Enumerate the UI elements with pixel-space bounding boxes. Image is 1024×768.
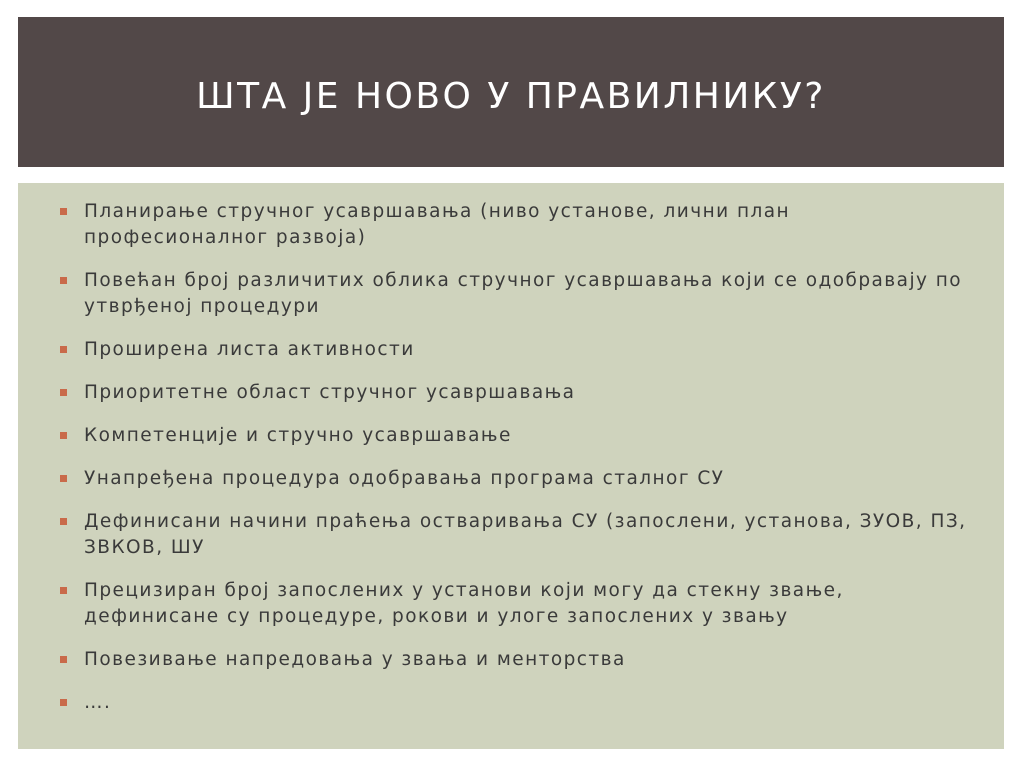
- square-bullet-icon: [60, 699, 67, 706]
- bullet-text: Повезивање напредовања у звања и менторства: [84, 649, 626, 670]
- square-bullet-icon: [60, 656, 67, 663]
- square-bullet-icon: [60, 208, 67, 215]
- square-bullet-icon: [60, 432, 67, 439]
- slide-title: ШТА ЈЕ НОВО У ПРАВИЛНИКУ?: [196, 75, 826, 117]
- content-panel: [18, 183, 1004, 749]
- bullet-item: [58, 647, 978, 673]
- bullet-item: [58, 199, 978, 251]
- title-bar: [18, 17, 1004, 167]
- bullet-text: Прецизиран број запослених у установи који могу да стекну звање, дефинисане су процедуре, рокови и улоге запослених у звању: [84, 580, 844, 627]
- bullet-list: [58, 199, 978, 733]
- bullet-item: [58, 466, 978, 492]
- bullet-item: [58, 380, 978, 406]
- square-bullet-icon: [60, 389, 67, 396]
- bullet-text: Унапређена процедура одобравања програма сталног СУ: [84, 468, 725, 489]
- bullet-item: [58, 423, 978, 449]
- bullet-text: Приоритетне област стручног усавршавања: [84, 382, 576, 403]
- bullet-item: [58, 578, 978, 630]
- square-bullet-icon: [60, 475, 67, 482]
- bullet-item: [58, 337, 978, 363]
- bullet-text: Компетенције и стручно усавршавање: [84, 425, 512, 446]
- square-bullet-icon: [60, 277, 67, 284]
- bullet-text: ….: [84, 692, 112, 713]
- bullet-text: Планирање стручног усавршавања (ниво установе, лични план професионалног развоја): [84, 201, 791, 248]
- square-bullet-icon: [60, 587, 67, 594]
- bullet-text: Повећан број различитих облика стручног усавршавања који се одобравају по утврђеној процедури: [84, 270, 963, 317]
- bullet-item: [58, 690, 978, 716]
- square-bullet-icon: [60, 346, 67, 353]
- bullet-text: Дефинисани начини праћења остваривања СУ (запослени, установа, ЗУОВ, ПЗ, ЗВКОВ, ШУ: [84, 511, 967, 558]
- bullet-item: [58, 509, 978, 561]
- bullet-item: [58, 268, 978, 320]
- bullet-text: Проширена листа активности: [84, 339, 415, 360]
- square-bullet-icon: [60, 518, 67, 525]
